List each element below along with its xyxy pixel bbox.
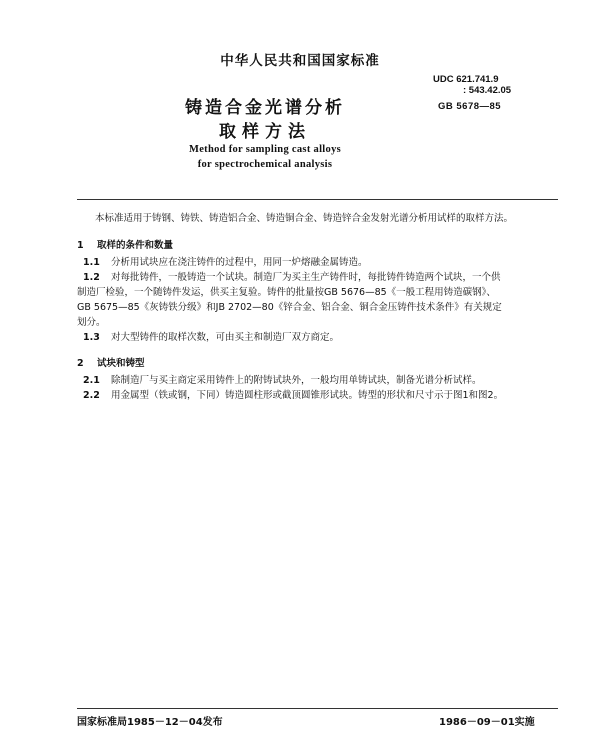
clause-1-3 bbox=[83, 332, 339, 344]
title-english-line1: Method for sampling cast alloys bbox=[188, 144, 342, 155]
udc-code-continued: : 543.42.05 bbox=[463, 85, 512, 96]
section-2-heading bbox=[77, 355, 145, 369]
issue-date: 国家标准局1985－12－04发布 bbox=[77, 717, 223, 728]
gb-number: GB 5678—85 bbox=[438, 101, 502, 112]
top-rule bbox=[77, 199, 558, 200]
clause-text: 对每批铸件，一般铸造一个试块。制造厂为买主生产铸件时，每批铸件铸造两个试块，一个供 bbox=[111, 272, 501, 283]
clause-1-2-line4: 划分。 bbox=[77, 317, 106, 328]
section-title: 取样的条件和数量 bbox=[97, 240, 174, 251]
clause-2-1 bbox=[83, 375, 482, 387]
clause-1-2-line2: 制造厂检验，一个随铸件发运，供买主复验。铸件的批量按GB 5676—85《一般工程用铸造碳钢》、 bbox=[77, 287, 496, 298]
clause-number: 1.2 bbox=[83, 272, 100, 283]
clause-text: 分析用试块应在浇注铸件的过程中，用同一炉熔融金属铸造。 bbox=[111, 257, 368, 268]
clause-2-2 bbox=[83, 390, 503, 402]
section-number: 1 bbox=[77, 240, 84, 251]
title-chinese-line1: 铸造合金光谱分析 bbox=[185, 98, 345, 118]
title-english-line2: for spectrochemical analysis bbox=[197, 159, 333, 170]
clause-text: 用金属型（铁或钢，下同）铸造圆柱形或截顶圆锥形试块。铸型的形状和尺寸示于图1和图2。 bbox=[111, 390, 504, 401]
clause-number: 1.3 bbox=[83, 332, 100, 343]
standard-header: 中华人民共和国国家标准 bbox=[220, 53, 380, 69]
effective-date: 1986－09－01实施 bbox=[439, 717, 535, 728]
clause-text: 对大型铸件的取样次数，可由买主和制造厂双方商定。 bbox=[111, 332, 340, 343]
section-1-heading bbox=[77, 237, 173, 251]
intro-paragraph: 本标准适用于铸钢、铸铁、铸造铝合金、铸造铜合金、铸造锌合金发射光谱分析用试样的取样方法。 bbox=[95, 213, 514, 224]
clause-number: 2.1 bbox=[83, 375, 100, 386]
footer-rule bbox=[77, 708, 558, 709]
clause-text: 除制造厂与买主商定采用铸件上的附铸试块外，一般均用单铸试块，制备光谱分析试样。 bbox=[111, 375, 482, 386]
clause-number: 1.1 bbox=[83, 257, 100, 268]
clause-1-2-line3: GB 5675—85《灰铸铁分级》和JB 2702—80《锌合金、铝合金、铜合金压铸件技术条件》有关规定 bbox=[77, 302, 502, 313]
section-title: 试块和铸型 bbox=[97, 358, 145, 369]
title-chinese-line2: 取样方法 bbox=[219, 122, 311, 142]
clause-1-2-line1 bbox=[83, 272, 501, 284]
section-number: 2 bbox=[77, 358, 84, 369]
clause-number: 2.2 bbox=[83, 390, 100, 401]
clause-1-1 bbox=[83, 257, 368, 269]
udc-code: UDC 621.741.9 bbox=[433, 74, 499, 85]
